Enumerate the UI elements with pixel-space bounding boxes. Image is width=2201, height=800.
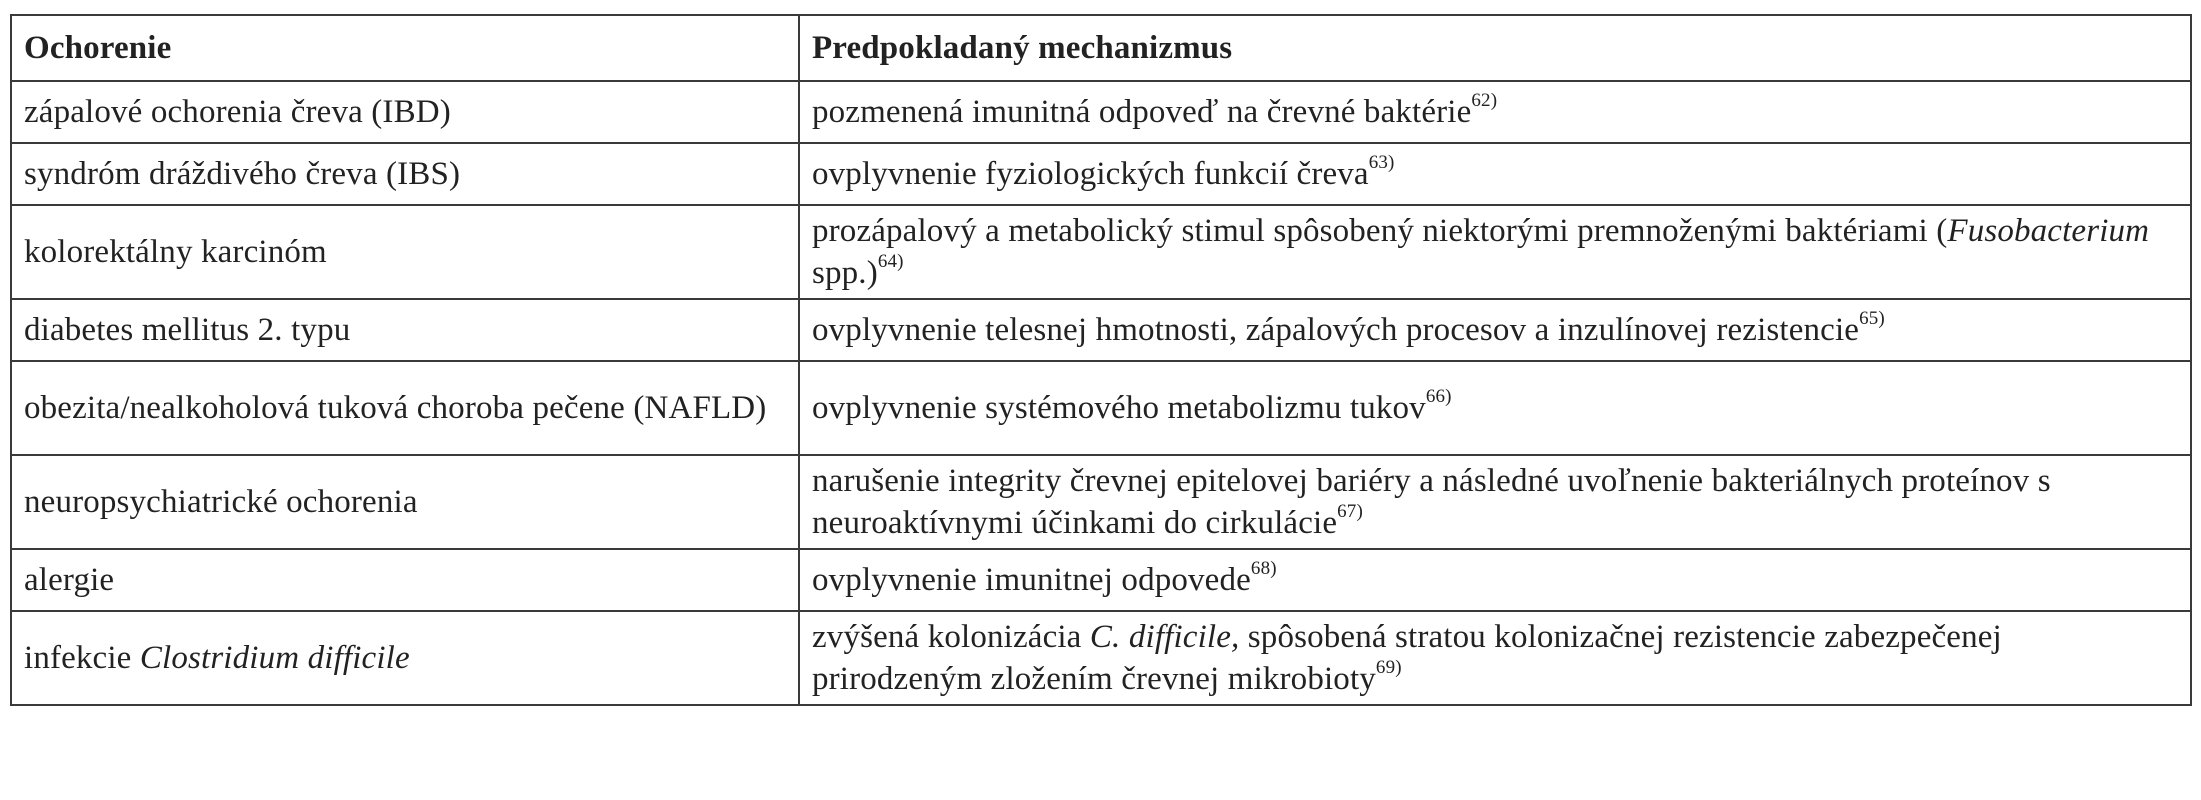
table-row	[11, 611, 2191, 705]
table-row	[11, 549, 2191, 611]
mechanism-cell	[799, 611, 2191, 705]
mechanism-text: prozápalový a metabolický stimul spôsobený niektorými premnoženými baktériami (	[812, 213, 1948, 249]
disease-cell	[11, 611, 799, 705]
mechanism-text: ovplyvnenie imunitnej odpovede	[812, 562, 1251, 598]
table-row	[11, 455, 2191, 549]
disease-text: infekcie	[24, 640, 140, 676]
mechanism-text: zvýšená kolonizácia	[812, 619, 1090, 655]
mechanism-text-end: spôsobená stratou kolonizačnej rezistencie zabezpečenej prirodzeným zložením črevnej mikrobioty	[812, 619, 2002, 697]
disease-italic-text: Clostridium difficile	[139, 640, 410, 676]
disease-cell: alergie	[11, 549, 799, 611]
table-row	[11, 143, 2191, 205]
disease-cell: syndróm dráždivého čreva (IBS)	[11, 143, 799, 205]
table-row	[11, 81, 2191, 143]
mechanism-cell	[799, 299, 2191, 361]
disease-mechanism-table	[10, 14, 2192, 706]
reference-superscript: 66)	[1425, 386, 1452, 407]
reference-superscript: 64)	[877, 251, 904, 272]
mechanism-text-end: spp.)	[812, 255, 878, 291]
reference-superscript: 68)	[1250, 558, 1277, 579]
mechanism-text: pozmenená imunitná odpoveď na črevné baktérie	[812, 94, 1472, 130]
mechanism-cell	[799, 143, 2191, 205]
table-row	[11, 299, 2191, 361]
mechanism-text: ovplyvnenie fyziologických funkcií čreva	[812, 156, 1369, 192]
disease-cell: obezita/nealkoholová tuková choroba pečene (NAFLD)	[11, 361, 799, 455]
header-mechanism: Predpokladaný mechanizmus	[799, 15, 2191, 81]
header-disease: Ochorenie	[11, 15, 799, 81]
mechanism-text: narušenie integrity črevnej epitelovej bariéry a následné uvoľnenie bakteriálnych proteínov s neuroaktívnymi účinkami do cirkulácie	[812, 463, 2051, 541]
mechanism-italic-text: C. difficile,	[1089, 619, 1240, 655]
reference-superscript: 67)	[1337, 501, 1363, 522]
disease-cell: kolorektálny karcinóm	[11, 205, 799, 299]
reference-superscript: 63)	[1368, 152, 1395, 173]
mechanism-text: ovplyvnenie systémového metabolizmu tukov	[812, 390, 1426, 426]
table-row	[11, 361, 2191, 455]
table-row	[11, 205, 2191, 299]
header-row	[11, 15, 2191, 81]
mechanism-cell	[799, 205, 2191, 299]
mechanism-cell	[799, 549, 2191, 611]
mechanism-cell	[799, 455, 2191, 549]
mechanism-cell	[799, 361, 2191, 455]
mechanism-text: ovplyvnenie telesnej hmotnosti, zápalových procesov a inzulínovej rezistencie	[812, 312, 1860, 348]
reference-superscript: 69)	[1375, 657, 1402, 678]
disease-cell: zápalové ochorenia čreva (IBD)	[11, 81, 799, 143]
disease-cell: neuropsychiatrické ochorenia	[11, 455, 799, 549]
disease-cell: diabetes mellitus 2. typu	[11, 299, 799, 361]
mechanism-italic-text: Fusobacterium	[1947, 213, 2150, 249]
mechanism-cell	[799, 81, 2191, 143]
disease-mechanism-table-wrapper	[10, 14, 2190, 706]
reference-superscript: 62)	[1471, 90, 1498, 111]
reference-superscript: 65)	[1859, 308, 1885, 329]
